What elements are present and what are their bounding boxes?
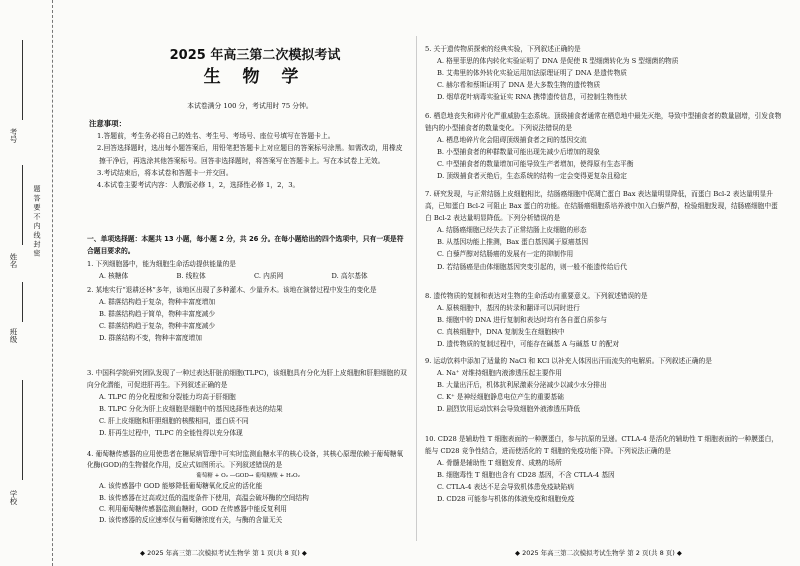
exam-info: 本试卷满分 100 分，考试用时 75 分钟。 (187, 102, 313, 110)
option: D. 遗传物质的复制过程中，可能存在碱基 A 与碱基 U 的配对 (437, 340, 620, 349)
question-10 (425, 433, 783, 506)
fill-line-xingming (22, 165, 23, 245)
option: C. 白藜芦醇对结肠癌的发展有一定的抑制作用 (437, 250, 574, 259)
question-stem: 3. 中国科学院研究团队发现了一种过表达肝脏前细胞(TLPC)，该细胞具有分化为肝上皮细胞和肝胆细胞的双向分化潜能，可促进肝再生。下列叙述正确的是 (87, 369, 407, 389)
option: B. 小型捕食者的种群数量可能出现先减少后增加的现象 (437, 148, 600, 157)
option: A. 骨髓是辅助性 T 细胞发育、成熟的场所 (437, 459, 562, 468)
option: D. 高尔基体 (331, 272, 368, 280)
option: B. 群落结构趋于简单，物种丰富度减少 (99, 310, 216, 318)
option: A. 核糖体 (99, 272, 129, 280)
question-stem: 1. 下列细胞器中，能为细胞生命活动提供能量的是 (87, 260, 236, 268)
option: B. 细胞中的 DNA 进行复制和表达时均有各自蛋白质参与 (437, 316, 607, 325)
option: D. CD28 可能参与机体的体液免疫和细胞免疫 (437, 495, 575, 504)
option: C. 群落结构趋于复杂，物种丰富度减少 (99, 322, 216, 330)
question-9 (425, 355, 783, 415)
fill-line-banji (22, 282, 23, 322)
seal-line-text: 题 答 要 不 内 线 封 密 (33, 185, 41, 257)
option: C. 利用葡萄糖传感器监测血糖时，GOD 在传感器中能反复利用 (99, 504, 287, 513)
option: B. 从基因功能上推测，Bax 蛋白基因属于原癌基因 (437, 238, 589, 247)
question-8 (425, 290, 783, 350)
section-heading: 一、单项选择题：本题共 13 小题，每小题 2 分，共 26 分。在每小题给出的四个选项中，只有一项是符合题目要求的。 (87, 235, 404, 255)
column-divider (416, 36, 417, 541)
question-stem: 4. 葡萄糖传感器的应用使患者在糖尿病管理中可实时监测血糖水平的核心设备，其核心原理依赖于葡萄糖氧化酶(GOD)的生物催化作用，反应式如图所示。下列叙述错误的是 (87, 450, 404, 470)
question-stem: 6. 栖息地丧失和碎片化严重威胁生态系统。顶级捕食者通常在栖息地中最先灭绝，导致中型捕食者的数量剧增，引发食物链内的小型捕食者的数量变化。下列说法错误的是 (425, 112, 782, 133)
option: C. 真核细胞中，DNA 复制发生在细胞核中 (437, 328, 565, 337)
option: C. 肝上皮细胞和肝胆细胞的核酸相同，蛋白质不同 (99, 417, 249, 425)
notice-item: 1.答题前，考生务必将自己的姓名、考生号、考场号、座位号填写在答题卡上。 (97, 132, 335, 141)
option: C. 赫尔希和蔡斯证明了 DNA 是大多数生物的遗传物质 (437, 81, 601, 90)
question-stem: 8. 遗传物质的复制和表达对生物的生命活动有重要意义。下列叙述错误的是 (425, 292, 648, 300)
notice-item: 4.本试卷主要考试内容：人教版必修 1，2，选择性必修 1，2，3。 (97, 181, 300, 190)
option: A. 栖息地碎片化会阻碍顶级捕食者之间的基因交流 (437, 136, 587, 145)
option: A. 群落结构趋于复杂，物种丰富度增加 (99, 298, 216, 306)
option: D. 肝再生过程中，TLPC 的全能性得以充分体现 (99, 429, 243, 437)
option: B. 线粒体 (176, 272, 206, 280)
question-stem: 5. 关于遗传物质探索的经典实验，下列叙述正确的是 (425, 45, 581, 53)
label-banji: 班级 (9, 328, 18, 343)
question-stem: 9. 运动饮料中添加了适量的 NaCl 和 KCl 以补充人体因出汗而流失的电解质。下列叙述正确的是 (425, 357, 712, 365)
question-7 (425, 188, 783, 273)
label-xingming: 姓名 (9, 253, 18, 268)
option: D. 该传感器的反应速率仅与葡萄糖浓度有关，与酶的含量无关 (99, 516, 283, 525)
question-stem: 7. 研究发现，与正常结肠上皮细胞相比，结肠癌细胞中促凋亡蛋白 Bax 表达量明显降低，而蛋白 Bcl-2 表达量明显升高，已知蛋白 Bcl-2 可阻止 Bax 蛋白的功能。在结肠癌细胞系培养液中加入白藜芦醇，检验细胞发现，结肠癌细胞中蛋白 Bcl-2 表达量明显降低。下列分析错误的是 (425, 190, 778, 223)
notice-heading: 注意事项： (89, 119, 126, 128)
option: A. 该传感器中 GOD 能够降低葡萄糖氧化反应的活化能 (99, 482, 263, 491)
option: A. TLPC 的分化程度和分裂能力均高于肝细胞 (99, 393, 236, 401)
notice-item: 3.考试结束后，将本试卷和答题卡一并交回。 (97, 168, 233, 177)
option: A. 原核细胞中，基因的转录和翻译可以同时进行 (437, 304, 580, 313)
option: A. Na⁺ 对维持细胞内液渗透压起主要作用 (437, 369, 562, 378)
option: D. 烟草花叶病毒实验证实 RNA 携带遗传信息，可控制生物性状 (437, 93, 627, 102)
option: B. TLPC 分化为肝上皮细胞是细胞中的基因选择性表达的结果 (99, 405, 283, 413)
option: C. K⁺ 是神经细胞静息电位产生的重要基础 (437, 393, 564, 402)
option: B. 艾弗里的体外转化实验运用加法原理证明了 DNA 是遗传物质 (437, 69, 627, 78)
option: B. 大量出汗后，机体抗利尿激素分泌减少以减少水分排出 (437, 381, 607, 390)
question-stem: 10. CD28 是辅助性 T 细胞表面的一种膜蛋白，参与抗原的呈递。CTLA-4 是活化的辅助性 T 细胞表面的一种膜蛋白，能与 CD28 竞争性结合，进而使活化的 T 细胞的免疫功能下降。下列说法正确的是 (425, 435, 778, 456)
question-5 (425, 43, 783, 103)
question-6 (425, 110, 783, 183)
label-kaohao: 考号 (9, 128, 18, 143)
question-1 (87, 258, 409, 282)
option: D. 剧烈饮用运动饮料会导致细胞外液渗透压降低 (437, 405, 581, 414)
exam-subject: 生 物 学 (203, 67, 307, 87)
notice-section (89, 118, 409, 191)
page-footer-left: ◆ 2025 年高三第二次模拟考试生物学 第 1 页(共 8 页) ◆ (140, 549, 307, 557)
exam-title: 2025 年高三第二次模拟考试 (169, 48, 341, 63)
option: C. 内质网 (254, 272, 284, 280)
option: B. 细胞毒性 T 细胞也含有 CD28 基因，不含 CTLA-4 基因 (437, 471, 615, 480)
option: B. 该传感器在过高或过低的温度条件下使用，高温会破坏酶的空间结构 (99, 493, 309, 502)
option: A. 格里菲思的体内转化实验证明了 DNA 是促使 R 型细菌转化为 S 型细菌的物质 (437, 57, 679, 66)
question-stem: 2. 某地实行“退耕还林”多年，该地区出现了多种灌木、少量乔木。该地在演替过程中发生的变化是 (87, 286, 377, 294)
page-footer-right: ◆ 2025 年高三第二次模拟考试生物学 第 2 页(共 8 页) ◆ (515, 549, 682, 557)
option: A. 结肠癌细胞已经失去了正常结肠上皮细胞的形态 (437, 226, 587, 235)
option: D. 群落结构不变，物种丰富度增加 (99, 334, 202, 342)
label-xuexiao: 学校 (9, 490, 18, 505)
fill-line-xuexiao (22, 380, 23, 480)
question-4 (87, 449, 409, 526)
reaction-formula: 葡萄糖 + O₂ —GOD→ 葡萄糖酸 + H₂O₂ (196, 473, 300, 480)
option: D. 若结肠癌是由体细胞基因突变引起的，则一般不能遗传给后代 (437, 262, 627, 271)
question-2 (87, 284, 409, 344)
binding-margin (0, 0, 53, 566)
option: C. CTLA-4 表达不足会导致机体患免疫缺陷病 (437, 483, 574, 492)
question-3 (87, 367, 409, 439)
option: C. 中型捕食者的数量增加可能导致生产者增加，使得原有生态平衡 (437, 160, 634, 169)
option: D. 顶级捕食者灭绝后，生态系统的结构一定会变得更复杂且稳定 (437, 172, 627, 181)
fill-line-kaohao (22, 40, 23, 120)
notice-item: 2.回答选择题时，选出每小题答案后，用铅笔把答题卡上对应题目的答案标号涂黑。如需改动，用橡皮擦干净后，再选涂其他答案标号。回答非选择题时，将答案写在答题卡上。写在本试卷上无效。 (97, 144, 403, 165)
